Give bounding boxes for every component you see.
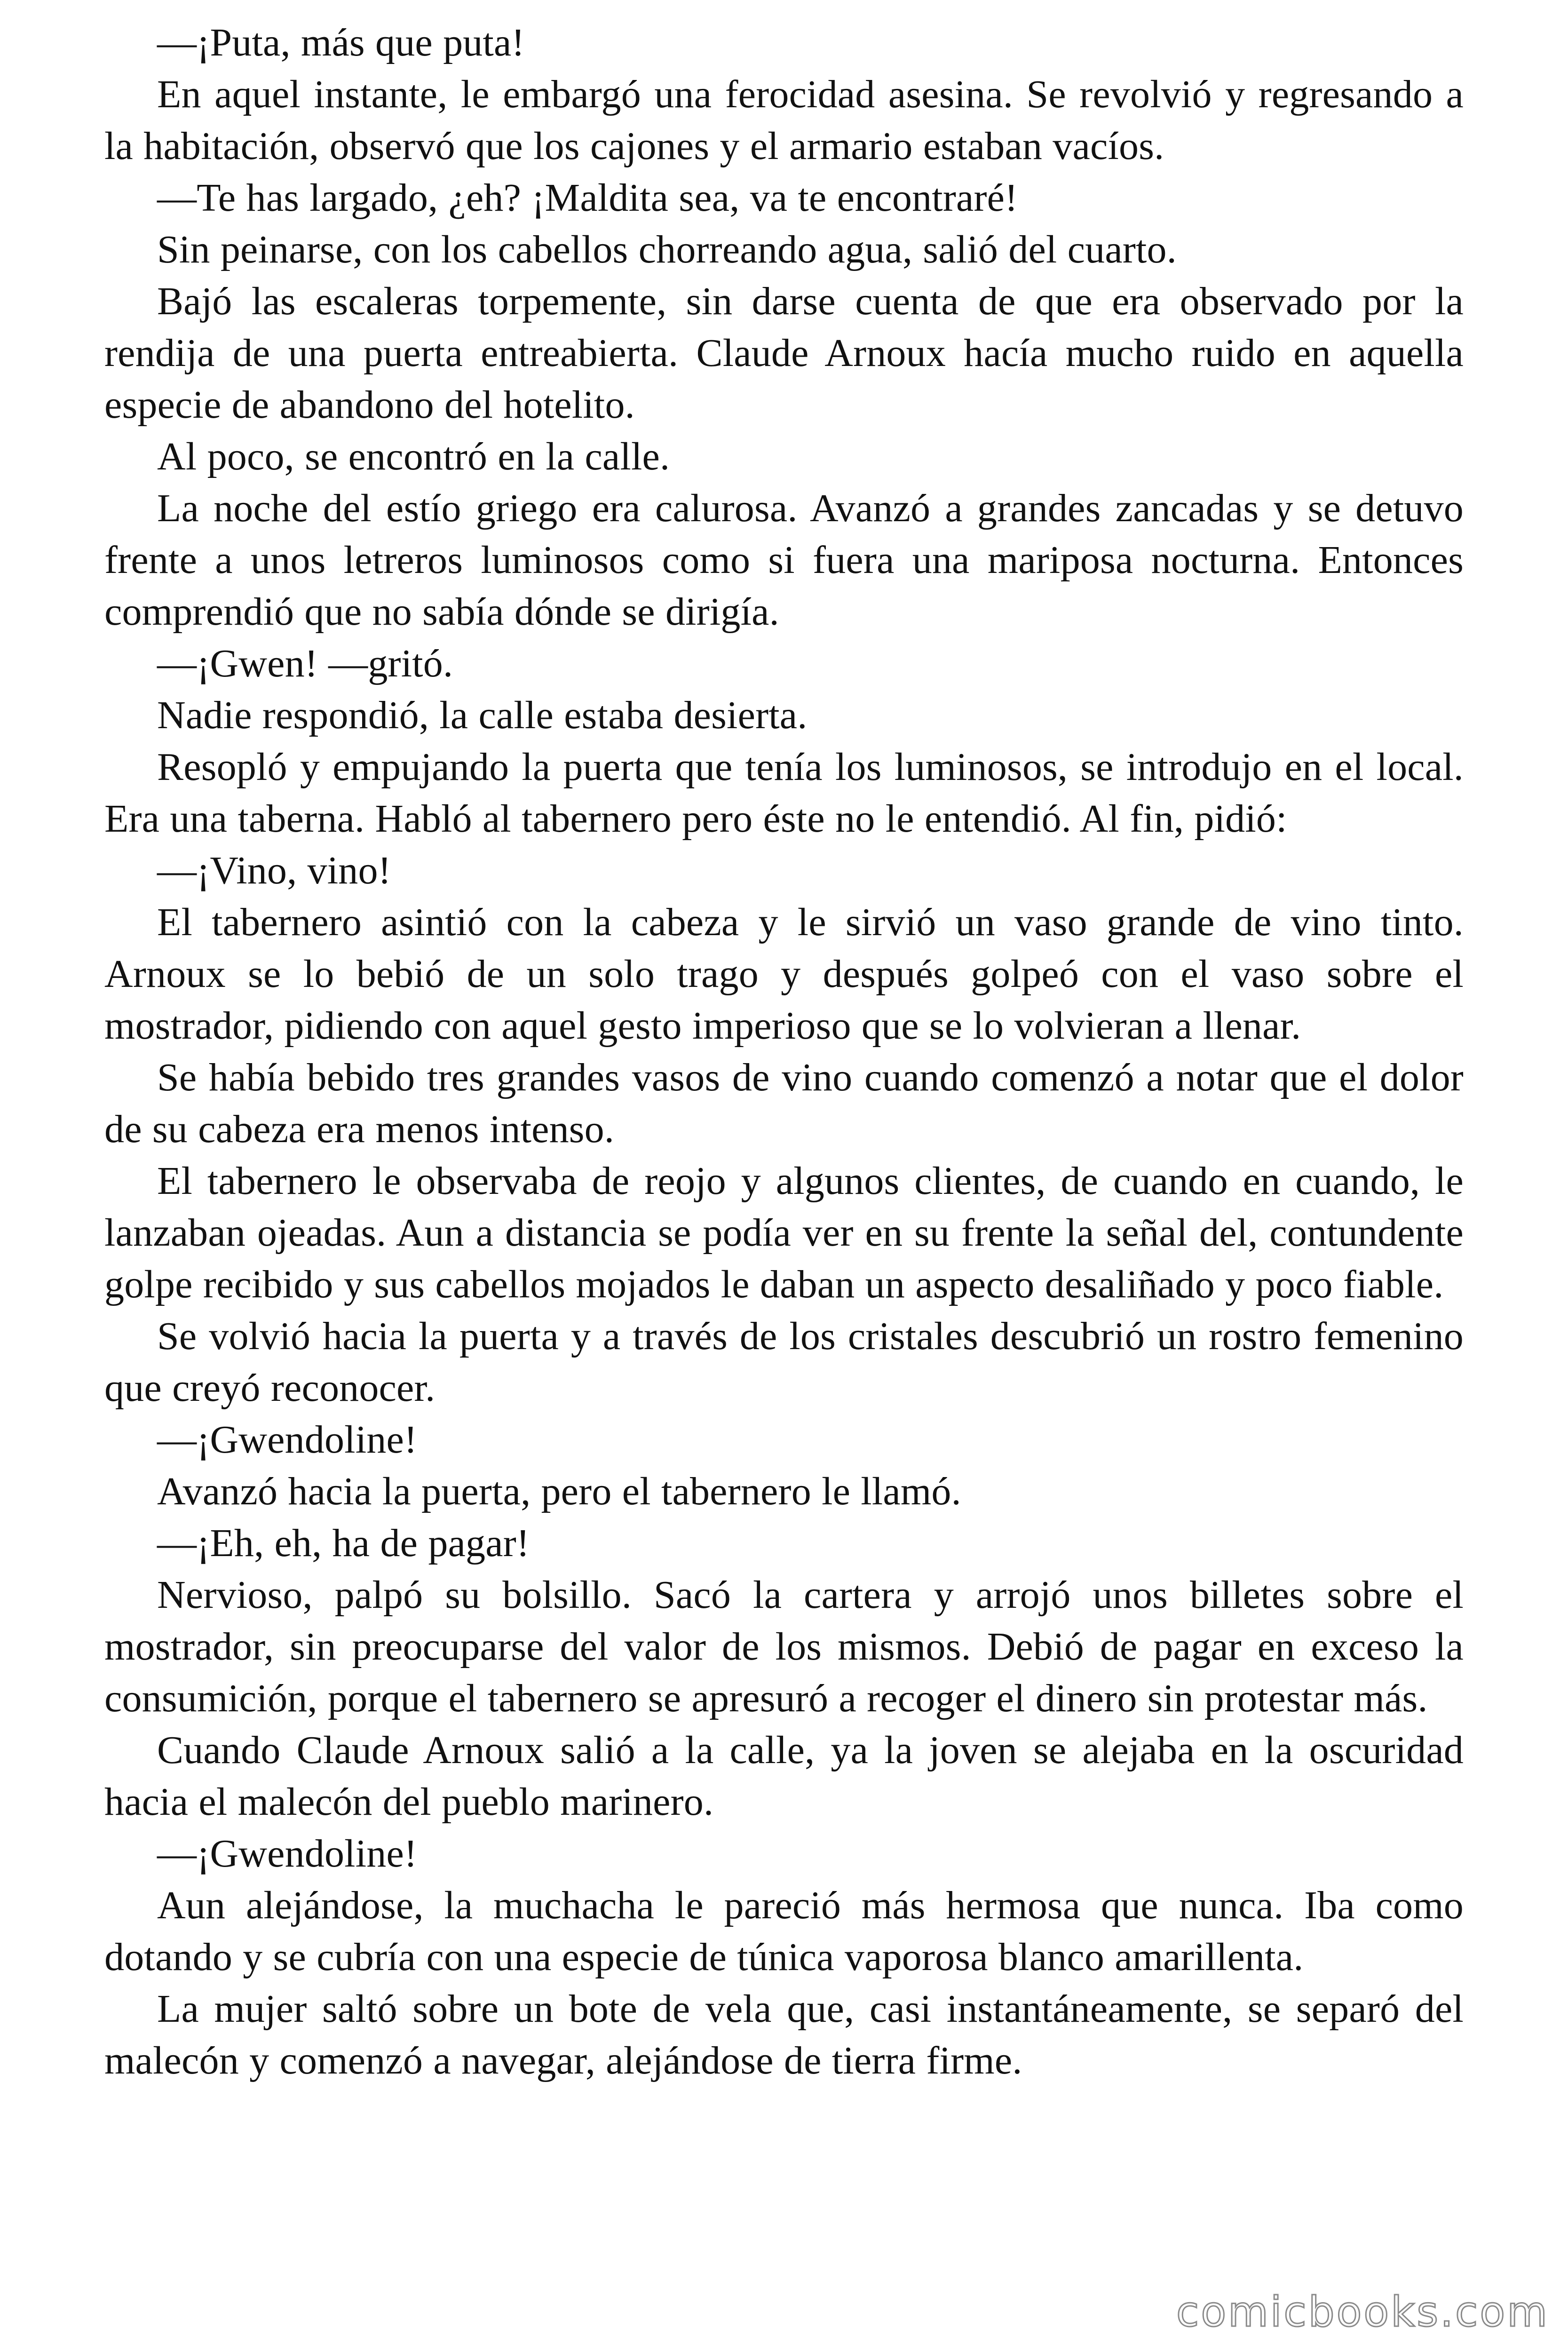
paragraph: Resopló y empujando la puerta que tenía los luminosos, se introdujo en el local. Era una taberna. Habló al tabernero pero éste no le entendió. Al fin, pidió: bbox=[104, 745, 1464, 841]
paragraph: Se había bebido tres grandes vasos de vino cuando comenzó a notar que el dolor de su cabeza era menos intenso. bbox=[104, 1056, 1464, 1151]
paragraph: —¡Gwendoline! bbox=[157, 1418, 418, 1462]
paragraph: Nadie respondió, la calle estaba desierta. bbox=[157, 693, 808, 737]
paragraph: El tabernero le observaba de reojo y algunos clientes, de cuando en cuando, le lanzaban ojeadas. Aun a distancia se podía ver en su frente la señal del, contundente golpe recibido y sus cabellos mojados le daban un aspecto desaliñado y poco fiable. bbox=[104, 1159, 1464, 1306]
paragraph: Aun alejándose, la muchacha le pareció más hermosa que nunca. Iba como dotando y se cubría con una especie de túnica vaporosa blanco amarillenta. bbox=[104, 1883, 1464, 1979]
paragraph: Avanzó hacia la puerta, pero el tabernero le llamó. bbox=[157, 1470, 961, 1513]
paragraph: Al poco, se encontró en la calle. bbox=[157, 435, 670, 478]
paragraph: Se volvió hacia la puerta y a través de los cristales descubrió un rostro femenino que creyó reconocer. bbox=[104, 1314, 1464, 1410]
page-body bbox=[104, 17, 1464, 2087]
paragraph: —¡Eh, eh, ha de pagar! bbox=[157, 1521, 530, 1565]
paragraph: La mujer saltó sobre un bote de vela que, casi instantáneamente, se separó del malecón y comenzó a navegar, alejándose de tierra firme. bbox=[104, 1987, 1464, 2082]
paragraph: Nervioso, palpó su bolsillo. Sacó la cartera y arrojó unos billetes sobre el mostrador, sin preocuparse del valor de los mismos. Debió de pagar en exceso la consumición, porque el tabernero se apresuró a recoger el dinero sin protestar más. bbox=[104, 1573, 1464, 1720]
paragraph: El tabernero asintió con la cabeza y le sirvió un vaso grande de vino tinto. Arnoux se lo bebió de un solo trago y después golpeó con el vaso sobre el mostrador, pidiendo con aquel gesto imperioso que se lo volvieran a llenar. bbox=[104, 900, 1464, 1048]
paragraph: —¡Vino, vino! bbox=[157, 849, 391, 892]
paragraph: —¡Gwendoline! bbox=[157, 1832, 418, 1875]
paragraph: La noche del estío griego era calurosa. Avanzó a grandes zancadas y se detuvo frente a unos letreros luminosos como si fuera una mariposa nocturna. Entonces comprendió que no sabía dónde se dirigía. bbox=[104, 486, 1464, 634]
paragraph: Sin peinarse, con los cabellos chorreando agua, salió del cuarto. bbox=[157, 228, 1177, 271]
paragraph: —Te has largado, ¿eh? ¡Maldita sea, va te encontraré! bbox=[157, 176, 1018, 220]
paragraph: —¡Puta, más que puta! bbox=[157, 21, 525, 64]
paragraph: Bajó las escaleras torpemente, sin darse cuenta de que era observado por la rendija de una puerta entreabierta. Claude Arnoux hacía mucho ruido en aquella especie de abandono del hotelito. bbox=[104, 279, 1464, 427]
paragraph: En aquel instante, le embargó una ferocidad asesina. Se revolvió y regresando a la habitación, observó que los cajones y el armario estaban vacíos. bbox=[104, 72, 1464, 168]
paragraph: Cuando Claude Arnoux salió a la calle, ya la joven se alejaba en la oscuridad hacia el malecón del pueblo marinero. bbox=[104, 1728, 1464, 1824]
watermark: comicbooks.com bbox=[1176, 2288, 1549, 2336]
paragraph: —¡Gwen! —gritó. bbox=[157, 642, 453, 685]
